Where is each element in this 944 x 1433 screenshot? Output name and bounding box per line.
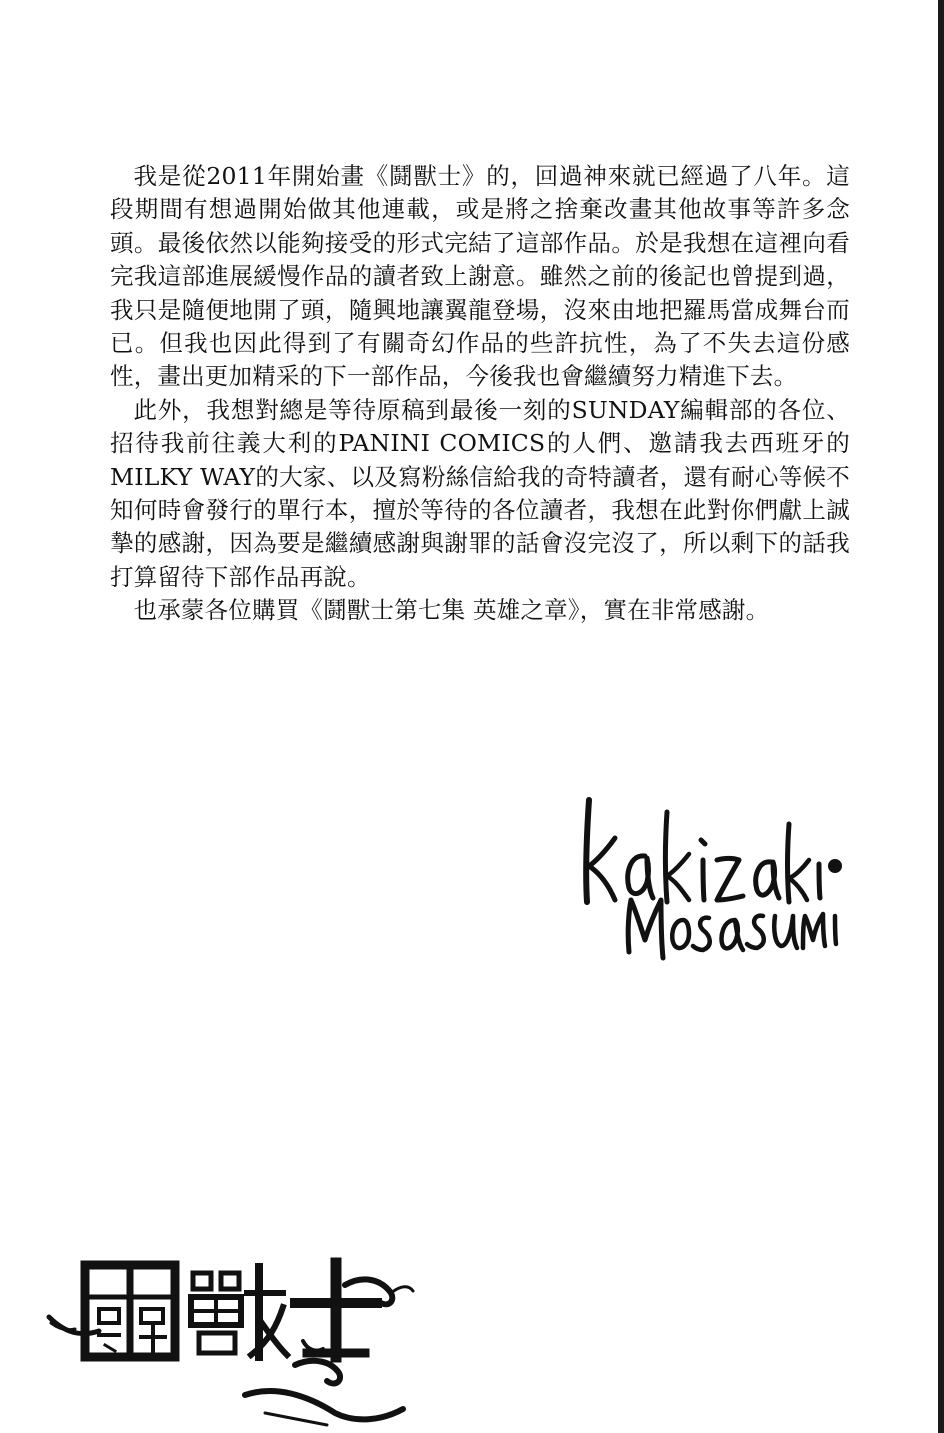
author-signature — [575, 790, 845, 970]
afterword-paragraph-3: 也承蒙各位購買《鬪獸士第七集 英雄之章》，實在非常感謝。 — [133, 596, 770, 625]
series-title-logo — [45, 1245, 415, 1430]
afterword-paragraph-1: 我是從2011年開始畫《鬪獸士》的，回過神來就已經過了八年。這段期間有想過開始做其他連載，或是將之捨棄改畫其他故事等許多念頭。最後依然以能夠接受的形式完結了這部作品。於是我想在這裡向看完我這部進展緩慢作品的讀者致上謝意。雖然之前的後記也曾提到過，我只是隨便地開了頭，隨興地讓翼龍登場，沒來由地把羅馬當成舞台而已。但我也因此得到了有關奇幻作品的些許抗性，為了不失去這份感性，畫出更加精采的下一部作品，今後我也會繼續努力精進下去。 — [110, 162, 850, 391]
afterword-text — [110, 160, 850, 628]
page-edge-border — [938, 0, 944, 1433]
afterword-paragraph-2: 此外，我想對總是等待原稿到最後一刻的SUNDAY編輯部的各位、招待我前往義大利的PANINI COMICS的人們、邀請我去西班牙的MILKY WAY的大家、以及寫粉絲信給我的奇特讀者，還有耐心等候不知何時會發行的單行本，擅於等待的各位讀者，我想在此對你們獻上誠摯的感謝，因為要是繼續感謝與謝罪的話會沒完沒了，所以剩下的話我打算留待下部作品再說。 — [110, 395, 850, 591]
